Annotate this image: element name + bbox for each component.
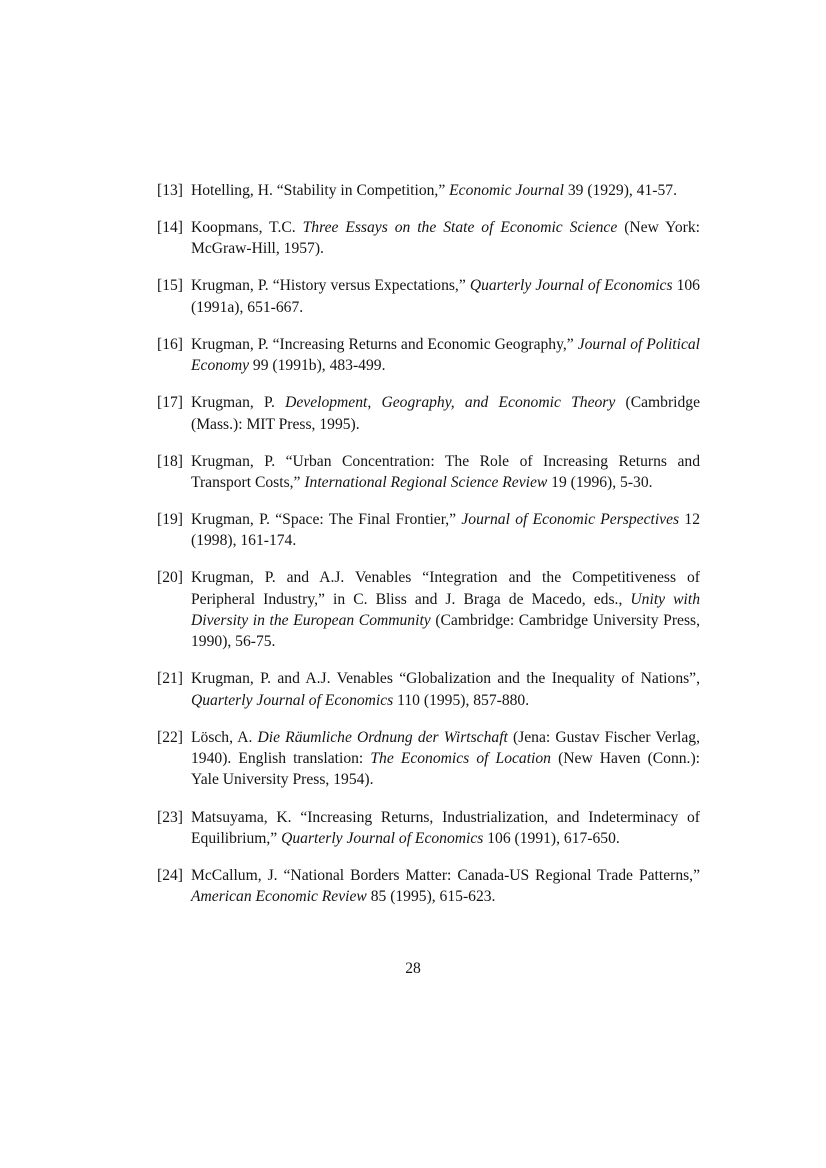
reference-number: [17] <box>157 394 183 412</box>
journal-title: Quarterly Journal of Economics <box>281 829 484 847</box>
reference-number: [14] <box>157 219 183 237</box>
reference-text <box>191 807 700 850</box>
reference-number: [16] <box>157 335 183 353</box>
reference-text-part: (Cambridge (Mass.): MIT Press, 1995). <box>191 394 700 433</box>
reference-text <box>191 275 700 318</box>
reference-number: [22] <box>157 728 183 746</box>
reference-entry <box>157 275 700 318</box>
reference-text <box>191 567 700 652</box>
reference-number: [21] <box>157 670 183 688</box>
reference-entry <box>157 392 700 435</box>
reference-text-part: Krugman, P. and A.J. Venables “Globalization and the Inequality of Nations”, <box>191 670 700 688</box>
reference-text <box>191 509 700 552</box>
reference-text-part: McCallum, J. “National Borders Matter: Canada-US Regional Trade Patterns,” <box>191 866 700 884</box>
journal-title: Journal of Economic Perspectives <box>461 511 680 529</box>
reference-number: [18] <box>157 452 183 470</box>
journal-title: Economic Journal <box>449 182 564 199</box>
reference-entry <box>157 567 700 652</box>
journal-title: Journal of Political Economy <box>191 335 701 375</box>
reference-text-part: Matsuyama, K. “Increasing Returns, Industrialization, and Indeterminacy of Equilibrium,” <box>191 808 700 847</box>
reference-text-part: (New York: McGraw-Hill, 1957). <box>191 219 700 258</box>
reference-text-part: 85 (1995), 615-623. <box>366 888 496 906</box>
reference-text-part: Krugman, P. and A.J. Venables “Integration and the Competitiveness of Peripheral Industry,” in C. Bliss and J. Braga de Macedo, eds., <box>191 569 700 608</box>
reference-text <box>191 727 700 791</box>
reference-text <box>191 334 700 377</box>
book-title: Development, Geography, and Economic Theory <box>285 394 616 412</box>
reference-text <box>191 392 700 435</box>
reference-text-part: Krugman, P. “Urban Concentration: The Role of Increasing Returns and Transport Costs,” <box>191 452 700 491</box>
reference-number: [15] <box>157 277 183 295</box>
reference-number: [13] <box>157 182 183 199</box>
reference-text <box>191 668 700 711</box>
book-title: Three Essays on the State of Economic Science <box>302 219 618 237</box>
reference-entry <box>157 807 700 850</box>
reference-text-part: Krugman, P. “Increasing Returns and Economic Geography,” <box>191 335 578 353</box>
reference-entry <box>157 180 700 201</box>
reference-number: [23] <box>157 808 183 826</box>
reference-number: [19] <box>157 511 183 529</box>
journal-title: American Economic Review <box>191 888 367 906</box>
reference-text-part: 19 (1996), 5-30. <box>547 473 653 491</box>
reference-text-part: Krugman, P. “Space: The Final Frontier,” <box>191 511 462 529</box>
reference-text <box>191 865 700 908</box>
page-number: 28 <box>405 960 421 977</box>
reference-text-part: Krugman, P. “History versus Expectations,” <box>191 277 470 295</box>
reference-text-part: Koopmans, T.C. <box>191 219 303 237</box>
reference-entry <box>157 865 700 908</box>
reference-entry <box>157 451 700 494</box>
reference-text <box>191 451 700 494</box>
reference-text-part: 99 (1991b), 483-499. <box>249 357 386 375</box>
book-title: The Economics of Location <box>370 750 551 768</box>
reference-entry <box>157 217 700 260</box>
reference-entry <box>157 509 700 552</box>
reference-list <box>157 180 700 923</box>
book-title: Unity with Diversity in the European Community <box>191 590 701 630</box>
reference-text-part: 106 (1991), 617-650. <box>483 829 620 847</box>
journal-title: Quarterly Journal of Economics <box>469 277 673 295</box>
reference-number: [24] <box>157 866 183 884</box>
reference-text <box>191 217 700 260</box>
book-title: Die Räumliche Ordnung der Wirtschaft <box>257 728 508 746</box>
reference-text-part: (Cambridge: Cambridge University Press, 1990), 56-75. <box>191 612 700 651</box>
reference-number: [20] <box>157 569 183 587</box>
reference-text-part: Hotelling, H. “Stability in Competition,” <box>191 182 450 199</box>
journal-title: International Regional Science Review <box>304 473 548 491</box>
reference-text-part: Krugman, P. <box>191 394 286 412</box>
reference-text-part: Lösch, A. <box>191 728 258 746</box>
reference-entry <box>157 334 700 377</box>
reference-text-part: 110 (1995), 857-880. <box>393 691 530 709</box>
reference-text <box>191 180 700 201</box>
reference-text-part: 12 (1998), 161-174. <box>191 511 700 550</box>
reference-text-part: 39 (1929), 41-57. <box>563 182 677 199</box>
reference-text-part: (Jena: Gustav Fischer Verlag, 1940). English translation: <box>191 728 700 768</box>
reference-text-part: 106 (1991a), 651-667. <box>191 277 700 316</box>
reference-entry <box>157 727 700 791</box>
reference-entry <box>157 668 700 711</box>
reference-text-part: (New Haven (Conn.): Yale University Press, 1954). <box>191 750 700 789</box>
journal-title: Quarterly Journal of Economics <box>191 691 394 709</box>
